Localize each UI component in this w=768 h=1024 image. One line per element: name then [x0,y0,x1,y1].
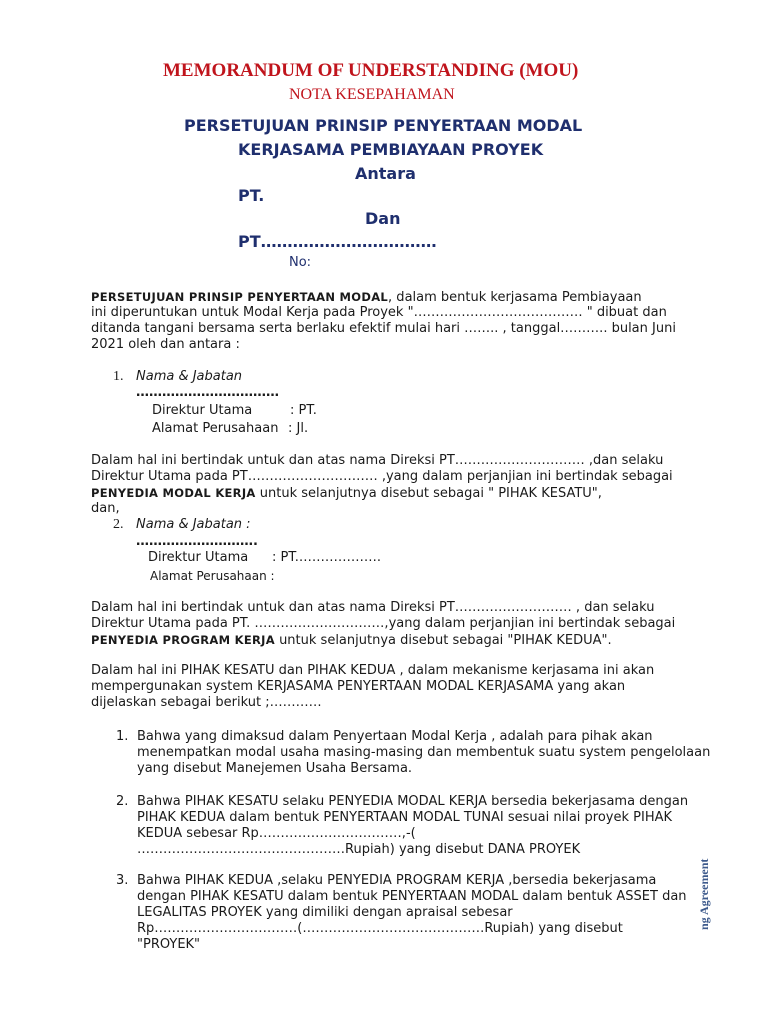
party-2-role-value: : PT.………………. [272,550,382,565]
intro-paragraph [91,289,677,353]
mechanism-paragraph [91,663,677,711]
party-1-address-label: Alamat Perusahaan [152,421,279,436]
party-2-text-line-3: untuk selanjutnya disebut sebagai "PIHAK KEDUA". [274,633,612,648]
mechanism-line-2: mempergunakan system KERJASAMA PENYERTAAN MODAL KERJASAMA yang akan [91,679,626,694]
clause-2-line-4: …………………………………………Rupiah) yang disebut DANA PROYEK [137,842,581,857]
heading-1: PERSETUJUAN PRINSIP PENYERTAAN MODAL [184,116,583,135]
clause-3-line-1: Bahwa PIHAK KEDUA ,selaku PENYEDIA PROGRAM KERJA ,bersedia bekerjasama [137,873,657,888]
watermark-text: ng Agreement [697,858,711,930]
document-number: No: [289,255,312,270]
party-2-role-label: Direktur Utama [148,550,249,565]
clause-3-number: 3. [116,873,129,888]
clause-1-line-3: yang disebut Manejemen Usaha Bersama. [137,761,413,776]
party-1-number: 1. [113,369,124,384]
antara-label: Antara [355,164,416,183]
clause-3-line-4: Rp……………………………(……………………………………Rupiah) yang disebut [137,921,623,936]
intro-line-2: ini diperuntukan untuk Modal Kerja pada Proyek "………………………………… " dibuat dan [91,305,667,320]
party-2-number: 2. [113,517,124,532]
intro-line-3: ditanda tangani bersama serta berlaku efektif mulai hari …….. , tanggal……….. bulan Juni [91,321,676,336]
clause-2-line-3: KEDUA sebesar Rp……………………………,-( [137,826,416,841]
party-1-role-term: PENYEDIA MODAL KERJA [91,486,256,500]
clause-3-line-3: LEGALITAS PROYEK yang dimiliki dengan apraisal sebesar [137,905,513,920]
party-2-heading: Nama & Jabatan : [136,517,251,532]
clause-3-line-2: dengan PIHAK KESATU dalam bentuk PENYERTAAN MODAL dalam bentuk ASSET dan [137,889,687,904]
clause-2-number: 2. [116,794,129,809]
party-2-text-line-1: Dalam hal ini bertindak untuk dan atas nama Direksi PT……………………… , dan selaku [91,600,655,615]
party-1-pt: PT. [238,186,265,205]
mechanism-line-1: Dalam hal ini PIHAK KESATU dan PIHAK KEDUA , dalam mekanisme kerjasama ini akan [91,663,655,678]
party-1-heading: Nama & Jabatan [136,369,243,384]
clause-3 [137,873,687,953]
intro-bold-term: PERSETUJUAN PRINSIP PENYERTAAN MODAL [91,290,389,304]
party-2-role-term: PENYEDIA PROGRAM KERJA [91,633,275,647]
party-2-pt: PT…………………………… [238,232,437,251]
party-1-text-line-3: untuk selanjutnya disebut sebagai " PIHAK KESATU", [255,486,602,501]
party-1-text-line-1: Dalam hal ini bertindak untuk dan atas nama Direksi PT………………………… ,dan selaku [91,453,664,468]
document-title: MEMORANDUM OF UNDERSTANDING (MOU) [163,60,579,81]
clause-2-line-2: PIHAK KEDUA dalam bentuk PENYERTAAN MODAL TUNAI sesuai nilai proyek PIHAK [137,810,673,825]
mechanism-line-3: dijelaskan sebagai berikut ;………… [91,695,322,710]
party-2-address-label: Alamat Perusahaan : [150,569,275,583]
clause-1-number: 1. [116,729,129,744]
party-1-paragraph [91,453,677,517]
clause-2-line-1: Bahwa PIHAK KESATU selaku PENYEDIA MODAL KERJA bersedia bekerjasama dengan [137,794,689,809]
party-2-text-line-2: Direktur Utama pada PT. …………………………,yang dalam perjanjian ini bertindak sebagai [91,616,676,631]
clause-3-line-5: "PROYEK" [137,937,201,952]
clause-1-line-1: Bahwa yang dimaksud dalam Penyertaan Modal Kerja , adalah para pihak akan [137,729,653,744]
dan-label: Dan [365,209,401,228]
party-1-text-line-2: Direktur Utama pada PT………………………… ,yang dalam perjanjian ini bertindak sebagai [91,469,673,484]
party-1-text-line-4: dan, [91,501,120,516]
party-1-role-value: : PT. [290,403,317,418]
party-2-dots: ………………………. [136,534,258,549]
party-1-address-value: : Jl. [288,421,309,436]
party-1-dots: …………………………… [136,385,279,400]
clause-1-line-2: menempatkan modal usaha masing-masing dan membentuk suatu system pengelolaan [137,745,711,760]
heading-2: KERJASAMA PEMBIAYAAN PROYEK [238,140,544,159]
party-1-role-label: Direktur Utama [152,403,253,418]
intro-line-4: 2021 oleh dan antara : [91,337,240,352]
clause-2 [137,794,689,858]
clause-1 [137,729,711,777]
document-subtitle: NOTA KESEPAHAMAN [289,86,455,103]
intro-line-1: , dalam bentuk kerjasama Pembiayaan [388,290,642,305]
party-2-paragraph [91,600,677,648]
